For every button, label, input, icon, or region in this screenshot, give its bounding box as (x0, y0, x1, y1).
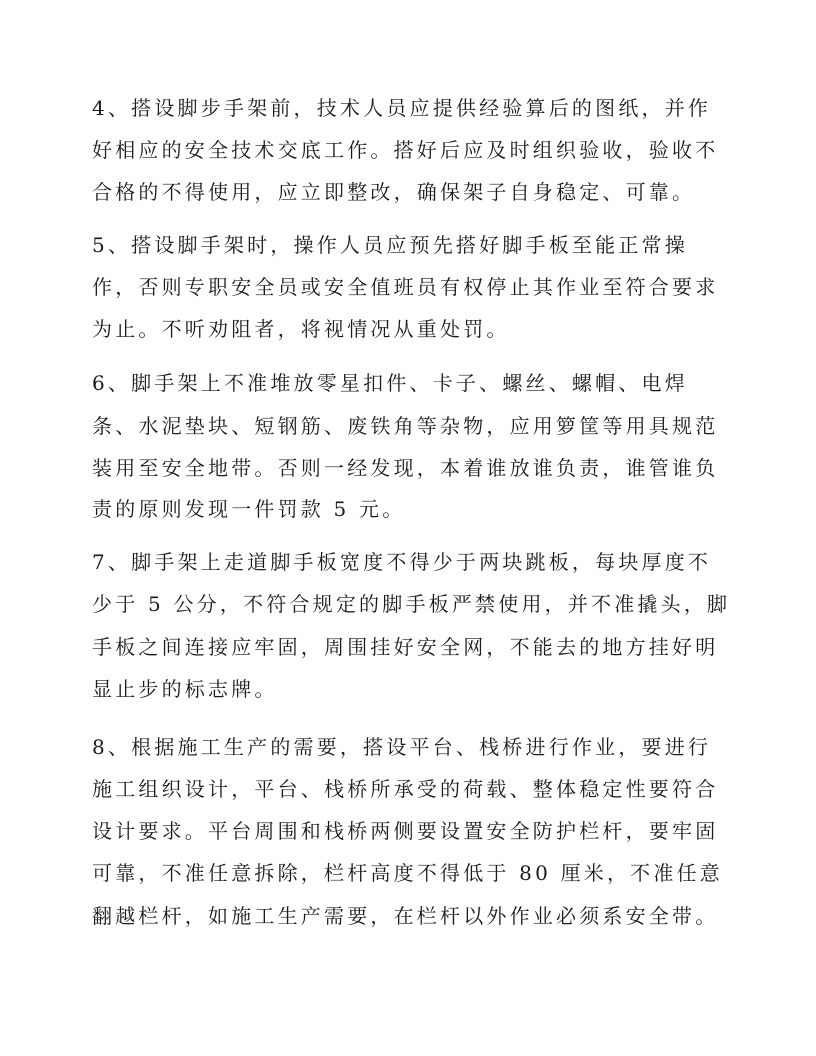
text-line: 装用至安全地带。否则一经发现，本着谁放谁负责，谁管谁负 (92, 456, 719, 480)
text-line: 好相应的安全技术交底工作。搭好后应及时组织验收，验收不 (92, 138, 719, 162)
text-line: 翻越栏杆，如施工生产需要，在栏杆以外作业必须系安全带。 (92, 904, 719, 928)
text-line: 8、根据施工生产的需要，搭设平台、栈桥进行作业，要进行 (92, 735, 712, 759)
text-line: 为止。不听劝阻者，将视情况从重处罚。 (92, 317, 510, 341)
text-line: 作，否则专职安全员或安全值班员有权停止其作业至符合要求 (92, 275, 719, 299)
text-line: 6、脚手架上不准堆放零星扣件、卡子、螺丝、螺帽、电焊 (92, 371, 688, 395)
text-line: 4、搭设脚步手架前，技术人员应提供经验算后的图纸，并作 (92, 96, 712, 120)
text-line: 条、水泥垫块、短钢筋、废铁角等杂物，应用箩筐等用具规范 (92, 414, 719, 438)
text-line: 手板之间连接应牢固，周围挂好安全网，不能去的地方挂好明 (92, 635, 719, 659)
text-line: 责的原则发现一件罚款 5 元。 (92, 497, 406, 521)
text-line: 施工组织设计，平台、栈桥所承受的荷载、整体稳定性要符合 (92, 777, 719, 801)
text-line: 设计要求。平台周围和栈桥两侧要设置安全防护栏杆，要牢固 (92, 819, 719, 843)
text-line: 可靠，不准任意拆除，栏杆高度不得低于 80 厘米，不准任意 (92, 861, 723, 885)
text-line: 少于 5 公分，不符合规定的脚手板严禁使用，并不准撬头，脚 (92, 592, 731, 616)
text-line: 7、脚手架上走道脚手板宽度不得少于两块跳板，每块厚度不 (92, 550, 712, 574)
text-line: 显止步的标志牌。 (92, 677, 278, 701)
text-line: 合格的不得使用，应立即整改，确保架子自身稳定、可靠。 (92, 180, 696, 204)
text-line: 5、搭设脚手架时，操作人员应预先搭好脚手板至能正常操 (92, 233, 688, 257)
